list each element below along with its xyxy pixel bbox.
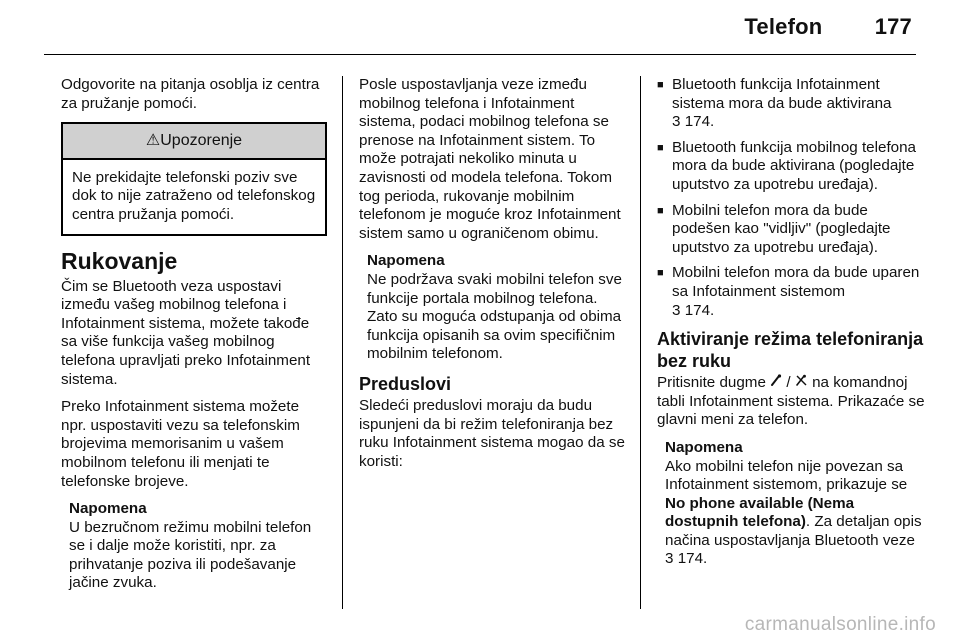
list-item: ■ Mobilni telefon mora da bude podešen kao "vidljiv" (pogledajte uputstvo za upotrebu uređaja). xyxy=(657,201,891,256)
note-block xyxy=(657,439,925,569)
note-title: Napomena xyxy=(665,438,743,456)
prerequisite-list xyxy=(657,76,925,320)
phone-button-icon xyxy=(770,374,782,391)
paragraph: Čim se Bluetooth veza uspostavi između vašeg mobilnog telefona i Infotainment sistema, možete takođe sa više funkcija vašeg mobilnog telefona upravljati preko Infotainment sistema. xyxy=(61,277,311,388)
section-heading-rukovanje: Rukovanje xyxy=(61,247,178,274)
warning-title: Upozorenje xyxy=(160,132,243,150)
paragraph: Preko Infotainment sistema možete npr. uspostaviti vezu sa telefonskim brojevima memorisanim u vašem mobilnom telefonu ili menjati te telefonske brojeve. xyxy=(61,398,300,490)
list-item: ■ Mobilni telefon mora da bude uparen sa Infotainment sistemom 3 174. xyxy=(657,264,920,319)
page-number: 177 xyxy=(874,14,912,39)
note-title: Napomena xyxy=(69,500,147,518)
paragraph: Sledeći preduslovi moraju da budu ispunjeni da bi režim telefoniranja bez ruku Infotainment sistema mogao da se koristi: xyxy=(359,396,625,470)
column-divider xyxy=(342,76,343,609)
column-2 xyxy=(359,76,627,480)
watermark: carmanualsonline.info xyxy=(744,614,936,635)
menu-label: No phone available (Nema dostupnih telefona) xyxy=(665,494,855,531)
paragraph: Pritisnite dugme / na komandnoj tabli Infotainment sistema. Prikazaće se glavni meni za telefon. xyxy=(657,374,925,429)
paragraph: Posle uspostavljanja veze između mobilnog telefona i Infotainment sistema, podaci mobilnog telefona se prenose na Infotainment sistem. To može potrajati nekoliko minuta u zavisnosti od modela telefona. Tokom tog perioda, rukovanje mobilnim telefonom je moguće kroz Infotainment sistem samo u ograničenom obimu. xyxy=(359,76,621,242)
bullet-square-icon: ■ xyxy=(657,267,664,280)
page-ref-arrow-icon: 3 xyxy=(672,301,681,319)
column-3 xyxy=(657,76,925,578)
header-rule xyxy=(44,54,916,55)
page-header xyxy=(744,14,912,40)
note-text: Ako mobilni telefon nije povezan sa Infotainment sistemom, prikazuje se No phone available (Nema dostupnih telefona). Za detaljan opis načina uspostavljanja Bluetooth veze 3 174. xyxy=(665,457,922,568)
note-title: Napomena xyxy=(367,252,445,270)
column-1 xyxy=(61,76,327,602)
bullet-square-icon: ■ xyxy=(657,79,664,91)
warning-header xyxy=(63,124,325,160)
column-divider xyxy=(640,76,641,609)
page-ref[interactable]: 174. xyxy=(684,301,715,319)
note-text: Ne podržava svaki mobilni telefon sve funkcije portala mobilnog telefona. Zato su moguća odstupanja od obima funkcija opisanih sa ovim specifičnim mobilnim telefonom. xyxy=(367,270,622,363)
section-heading-aktiviranje: Aktiviranje režima telefoniranja bez ruku xyxy=(657,329,924,372)
note-block xyxy=(359,252,627,364)
page-ref-arrow-icon: 3 xyxy=(672,113,681,131)
note-text: U bezručnom režimu mobilni telefon se i dalje može koristiti, npr. za prihvatanje poziva ili podešavanje jačine zvuka. xyxy=(69,518,312,592)
mute-phone-icon xyxy=(795,374,808,391)
note-block xyxy=(61,500,327,593)
page-ref[interactable]: 174. xyxy=(677,550,708,568)
intro-paragraph: Odgovorite na pitanja osoblja iz centra za pružanje pomoći. xyxy=(61,76,320,112)
page-ref-arrow-icon: 3 xyxy=(665,550,674,568)
section-heading-preduslovi: Preduslovi xyxy=(359,373,452,394)
warning-text: Ne prekidajte telefonski poziv sve dok to nije zatraženo od telefonskog centra pružanja pomoći. xyxy=(72,168,316,223)
page-ref[interactable]: 174. xyxy=(684,113,715,131)
warning-triangle-icon: ⚠ xyxy=(145,132,161,150)
bullet-square-icon: ■ xyxy=(657,204,664,217)
list-item: ■ Bluetooth funkcija Infotainment sistema mora da bude aktivirana 3 174. xyxy=(657,76,892,131)
bullet-square-icon: ■ xyxy=(657,141,664,154)
page-title: Telefon xyxy=(744,14,823,39)
list-item: ■ Bluetooth funkcija mobilnog telefona mora da bude aktivirana (pogledajte uputstvo za upotrebu uređaja). xyxy=(657,138,917,193)
warning-box xyxy=(61,122,327,235)
